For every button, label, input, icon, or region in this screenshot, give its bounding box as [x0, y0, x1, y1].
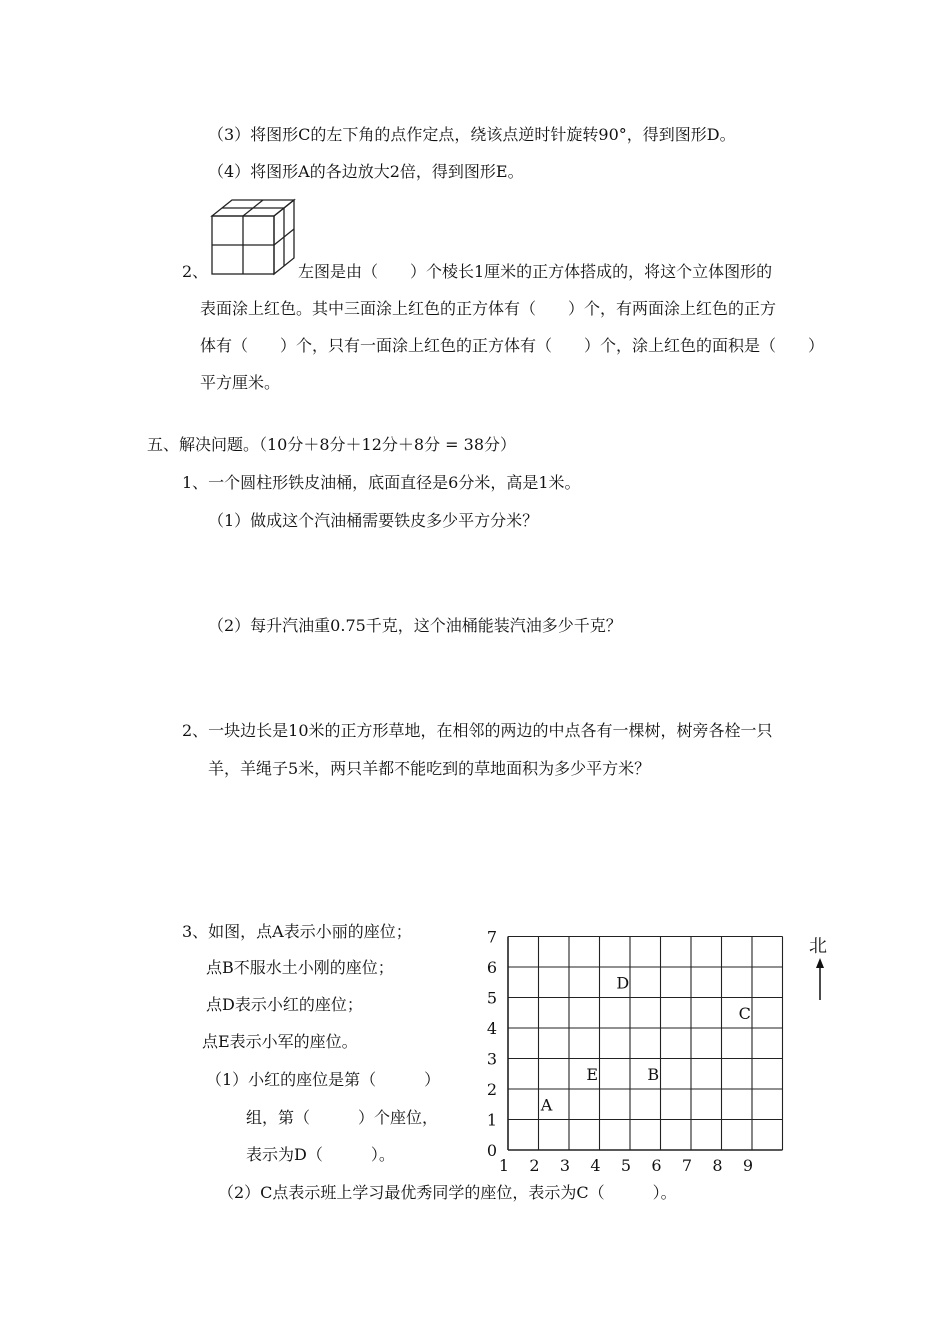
x-tick-label: 2 — [529, 1156, 540, 1175]
x-tick-label: 9 — [742, 1156, 754, 1175]
cube-figure — [210, 198, 300, 278]
point-label-a: A — [540, 1095, 553, 1115]
y-tick-label: 1 — [486, 1110, 498, 1130]
north-label: 北 — [809, 936, 827, 957]
s5-q1-1: （1）做成这个汽油桶需要铁皮多少平方分米？ — [208, 511, 539, 530]
section4-item4: （4）将图形A的各边放大2倍，得到图形E。 — [208, 162, 524, 181]
s5-q1-2: （2）每升汽油重0.75千克，这个油桶能装汽油多少千克？ — [208, 616, 622, 635]
s5-q2-line1: 2、一块边长是10米的正方形草地，在相邻的两边的中点各有一棵树，树旁各栓一只 — [182, 721, 773, 740]
x-tick-label: 8 — [712, 1156, 723, 1175]
q2-line4: 平方厘米。 — [200, 373, 281, 392]
s5-q1: 1、一个圆柱形铁皮油桶，底面直径是6分米，高是1米。 — [182, 473, 581, 492]
point-label-e: E — [586, 1064, 599, 1084]
y-tick-label: 2 — [486, 1080, 498, 1099]
q2-line1: 左图是由（ ）个棱长1厘米的正方体搭成的，将这个立体图形的 — [298, 262, 773, 281]
s5-q3-sub2: （2）C点表示班上学习最优秀同学的座位，表示为C（ ）。 — [218, 1183, 677, 1202]
y-tick-label: 4 — [486, 1019, 498, 1038]
x-tick-label: 4 — [590, 1156, 601, 1175]
x-tick-label: 3 — [559, 1156, 571, 1175]
point-label-b: B — [647, 1064, 660, 1084]
s5-q3-sub1-a: （1）小红的座位是第（ ） — [206, 1070, 441, 1089]
q2-line2: 表面涂上红色。其中三面涂上红色的正方体有（ ）个，有两面涂上红色的正方 — [200, 299, 777, 318]
x-tick-label: 6 — [651, 1156, 662, 1175]
q2-number: 2、 — [182, 262, 209, 281]
s5-q3-line4: 点E表示小军的座位。 — [202, 1032, 358, 1051]
north-arrow — [805, 932, 845, 1004]
s5-q3-line1: 3、如图，点A表示小丽的座位； — [182, 922, 412, 941]
s5-q3-sub1-c: 表示为D（ ）。 — [246, 1145, 395, 1164]
s5-q3-sub1-b: 组，第（ ）个座位， — [246, 1108, 439, 1127]
s5-q3-line2: 点B不服水土小刚的座位； — [206, 958, 394, 977]
x-tick-label: 5 — [620, 1156, 632, 1175]
y-tick-label: 5 — [486, 988, 498, 1008]
x-tick-label: 1 — [498, 1156, 510, 1175]
x-tick-label: 7 — [681, 1156, 693, 1175]
q2-line3: 体有（ ）个，只有一面涂上红色的正方体有（ ）个，涂上红色的面积是（ ） — [200, 336, 825, 355]
north-arrow-head — [816, 958, 824, 968]
seat-grid-chart — [470, 918, 790, 1176]
y-tick-label: 0 — [486, 1141, 498, 1160]
y-tick-label: 3 — [486, 1049, 498, 1069]
point-label-d: D — [616, 973, 630, 993]
section4-item3: （3）将图形C的左下角的点作定点，绕该点逆时针旋转90°，得到图形D。 — [208, 125, 736, 144]
section5-title: 五、解决问题。（10分＋8分＋12分＋8分 = 38分） — [147, 435, 517, 454]
y-tick-label: 7 — [486, 927, 498, 947]
point-label-c: C — [738, 1003, 751, 1023]
s5-q2-line2: 羊，羊绳子5米，两只羊都不能吃到的草地面积为多少平方米？ — [208, 759, 651, 778]
s5-q3-line3: 点D表示小红的座位； — [206, 995, 363, 1014]
y-tick-label: 6 — [486, 958, 498, 977]
